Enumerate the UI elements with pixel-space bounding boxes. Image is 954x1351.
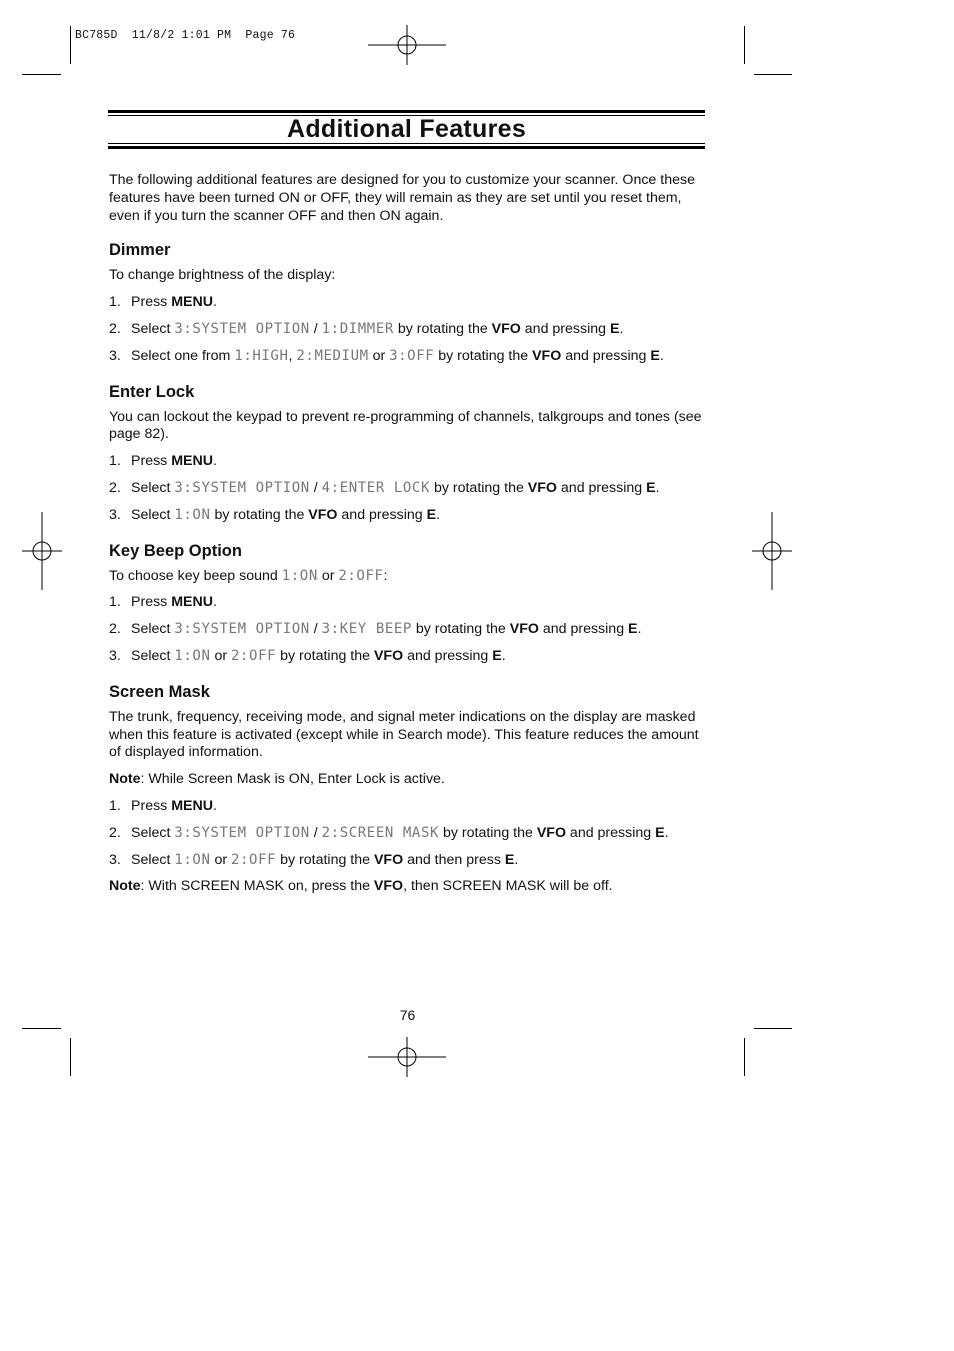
section-key-beep — [109, 541, 706, 666]
title-banner — [108, 110, 705, 150]
section-intro: The trunk, frequency, receiving mode, and signal meter indications on the display are masked when this feature is activated (except while in Search mode). This feature reduces the amount of displayed information. — [109, 708, 699, 761]
crop-mark — [744, 1038, 745, 1076]
list-item: 1. Press MENU. — [109, 294, 217, 311]
list-item: 1. Press MENU. — [109, 453, 217, 470]
list-item: 1. Press MENU. — [109, 797, 217, 814]
step-list — [109, 453, 706, 524]
crop-mark — [70, 1038, 71, 1076]
list-item: 3. Select 1:ON by rotating the VFO and pressing E. — [109, 506, 441, 523]
list-item: 3. Select 1:ON or 2:OFF by rotating the VFO and pressing E. — [109, 647, 506, 664]
list-item: 3. Select 1:ON or 2:OFF by rotating the VFO and then press E. — [109, 851, 519, 868]
crop-mark — [22, 74, 61, 75]
page-number: 76 — [399, 1007, 416, 1023]
intro-paragraph: The following additional features are designed for you to customize your scanner. Once these features have been turned ON or OFF, they will remain as they are set until you reset them, even if you turn the scanner OFF and then ON again. — [109, 172, 695, 224]
note: Note: With SCREEN MASK on, press the VFO, then SCREEN MASK will be off. — [109, 878, 613, 895]
section-intro: To change brightness of the display: — [109, 267, 336, 284]
list-item: 2. Select 3:SYSTEM OPTION / 4:ENTER LOCK by rotating the VFO and pressing E. — [109, 479, 660, 496]
note: Note: While Screen Mask is ON, Enter Lock is active. — [109, 771, 445, 788]
title-rule-bottom — [108, 146, 705, 149]
crop-mark — [754, 1028, 792, 1029]
list-item: 2. Select 3:SYSTEM OPTION / 3:KEY BEEP by rotating the VFO and pressing E. — [109, 621, 642, 638]
title-rule-bottom-thin — [108, 143, 705, 144]
section-intro: To choose key beep sound 1:ON or 2:OFF: — [109, 567, 388, 584]
section-screen-mask — [109, 682, 706, 896]
crop-mark — [70, 26, 71, 64]
registration-mark-icon — [752, 512, 792, 590]
section-heading: Dimmer — [109, 241, 171, 260]
section-intro: You can lockout the keypad to prevent re-programming of channels, talkgroups and tones (see page 82). — [109, 408, 702, 443]
page-content — [109, 172, 706, 912]
step-list — [109, 798, 706, 869]
section-heading: Key Beep Option — [109, 541, 242, 560]
list-item: 2. Select 3:SYSTEM OPTION / 2:SCREEN MASK by rotating the VFO and pressing E. — [109, 824, 669, 841]
list-item: 1. Press MENU. — [109, 594, 217, 611]
registration-mark-icon — [22, 512, 62, 590]
crop-mark — [22, 1028, 61, 1029]
section-heading: Screen Mask — [109, 682, 210, 701]
page-title: Additional Features — [286, 115, 527, 143]
registration-mark-icon — [368, 1037, 446, 1077]
list-item: 2. Select 3:SYSTEM OPTION / 1:DIMMER by rotating the VFO and pressing E. — [109, 320, 624, 337]
list-item: 3. Select one from 1:HIGH, 2:MEDIUM or 3:OFF by rotating the VFO and pressing E. — [109, 347, 664, 364]
step-list — [109, 594, 706, 665]
section-enter-lock — [109, 382, 706, 525]
crop-mark — [744, 26, 745, 64]
section-dimmer — [109, 240, 706, 365]
registration-mark-icon — [368, 25, 446, 65]
step-list — [109, 294, 706, 365]
print-slug: BC785D 11/8/2 1:01 PM Page 76 — [75, 29, 296, 42]
section-heading: Enter Lock — [109, 382, 195, 401]
crop-mark — [754, 74, 792, 75]
